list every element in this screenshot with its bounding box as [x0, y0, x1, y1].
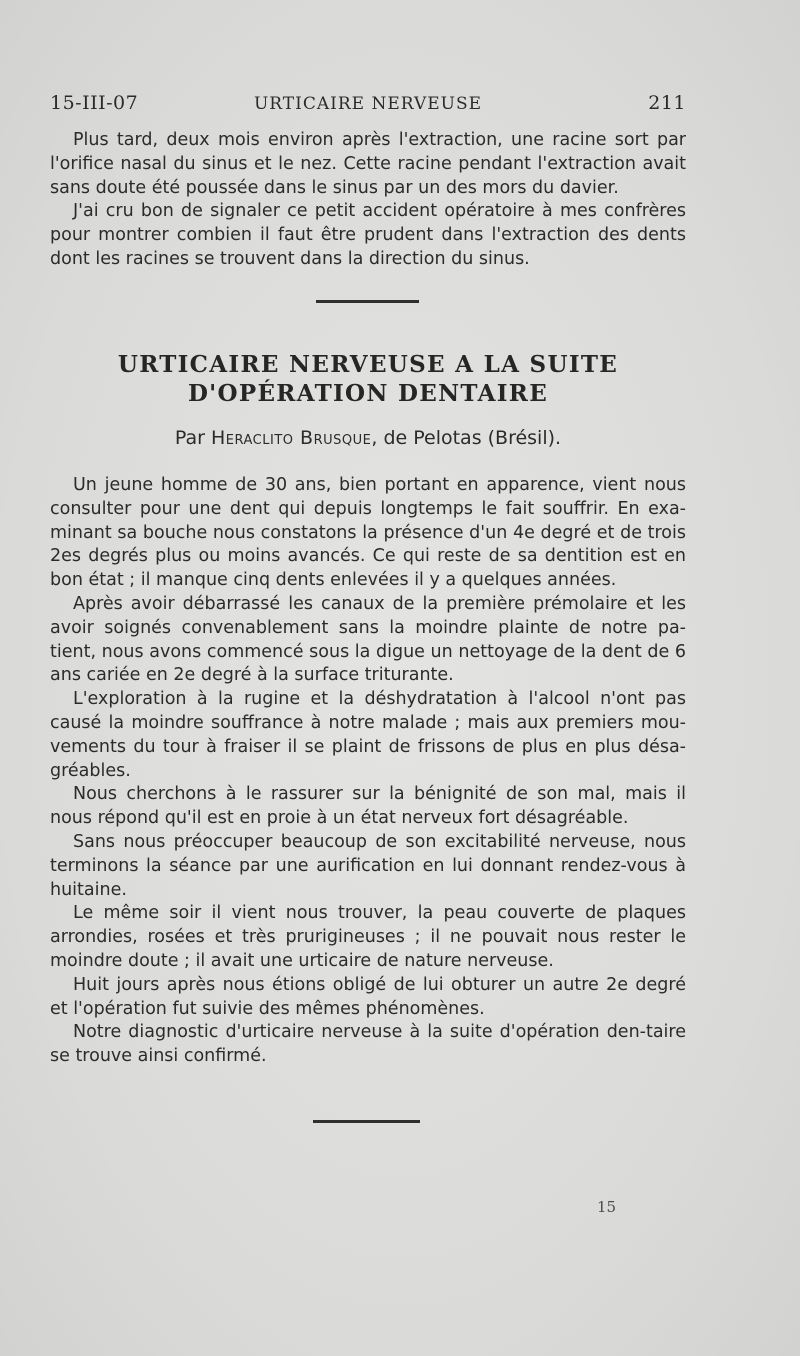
signature-mark: 15: [597, 1198, 617, 1216]
article-paragraph: Un jeune homme de 30 ans, bien portant en apparence, vient nous consulter pour une dent qui depuis longtemps le fait souffrir. En exa-minant sa bouche nous constatons la présence d'un 4e degré et de trois 2es degrés plus ou moins avancés. Ce qui reste de sa dentition est en bon état ; il manque cinq dents enlevées il y a quelques années.: [50, 475, 686, 591]
article-paragraph: Nous cherchons à le rassurer sur la bénignité de son mal, mais il nous répond qu'il est en proie à un état nerveux fort désagréable.: [50, 784, 686, 829]
article-paragraph: L'exploration à la rugine et la déshydratation à l'alcool n'ont pas causé la moindre souffrance à notre malade ; mais aux premiers mou-vements du tour à fraiser il se plaint de frissons de plus en plus désa-gréables.: [50, 689, 686, 781]
section-divider: [316, 300, 419, 303]
intro-paragraph: J'ai cru bon de signaler ce petit accident opératoire à mes confrères pour montrer combien il faut être prudent dans l'extraction des dents dont les racines se trouvent dans la direction du sinus.: [50, 201, 686, 269]
byline-prefix: Par: [174, 427, 205, 449]
byline-location: , de Pelotas (Brésil).: [371, 427, 562, 449]
article-title-line: URTICAIRE NERVEUSE A LA SUITE: [117, 351, 619, 378]
article-paragraph: Huit jours après nous étions obligé de lui obturer un autre 2e degré et l'opération fut suivie des mêmes phénomènes.: [50, 974, 686, 1019]
intro-text: [50, 129, 686, 272]
article-paragraph: Le même soir il vient nous trouver, la peau couverte de plaques arrondies, rosées et très prurigineuses ; il ne pouvait nous rester le moindre doute ; il avait une urticaire de nature nerveuse.: [50, 903, 686, 971]
end-divider: [313, 1120, 420, 1123]
intro-paragraph: Plus tard, deux mois environ après l'extraction, une racine sort par l'orifice nasal du sinus et le nez. Cette racine pendant l'extraction avait sans doute été poussée dans le sinus par un des mors du davier.: [50, 130, 686, 198]
article-body: [50, 474, 686, 1069]
article-title: [50, 350, 686, 408]
header-date: 15-III-07: [50, 92, 139, 114]
running-head: [50, 92, 686, 118]
author-name: Heraclito Brusque: [211, 427, 372, 449]
article-title-line: D'OPÉRATION DENTAIRE: [187, 380, 549, 407]
header-page-number: 211: [648, 92, 686, 114]
header-title: URTICAIRE NERVEUSE: [253, 94, 483, 114]
article-paragraph: Après avoir débarrassé les canaux de la première prémolaire et les avoir soignés convenablement sans la moindre plainte de notre pa-tient, nous avons commencé sous la digue un nettoyage de la dent de 6 ans cariée en 2e degré à la surface triturante.: [50, 593, 686, 686]
article-paragraph: Sans nous préoccuper beaucoup de son excitabilité nerveuse, nous terminons la séance par une aurification en lui donnant rendez-vous à huitaine.: [50, 831, 686, 900]
byline: [50, 426, 686, 450]
article-paragraph: Notre diagnostic d'urticaire nerveuse à la suite d'opération den-taire se trouve ainsi confirmé.: [50, 1022, 686, 1067]
